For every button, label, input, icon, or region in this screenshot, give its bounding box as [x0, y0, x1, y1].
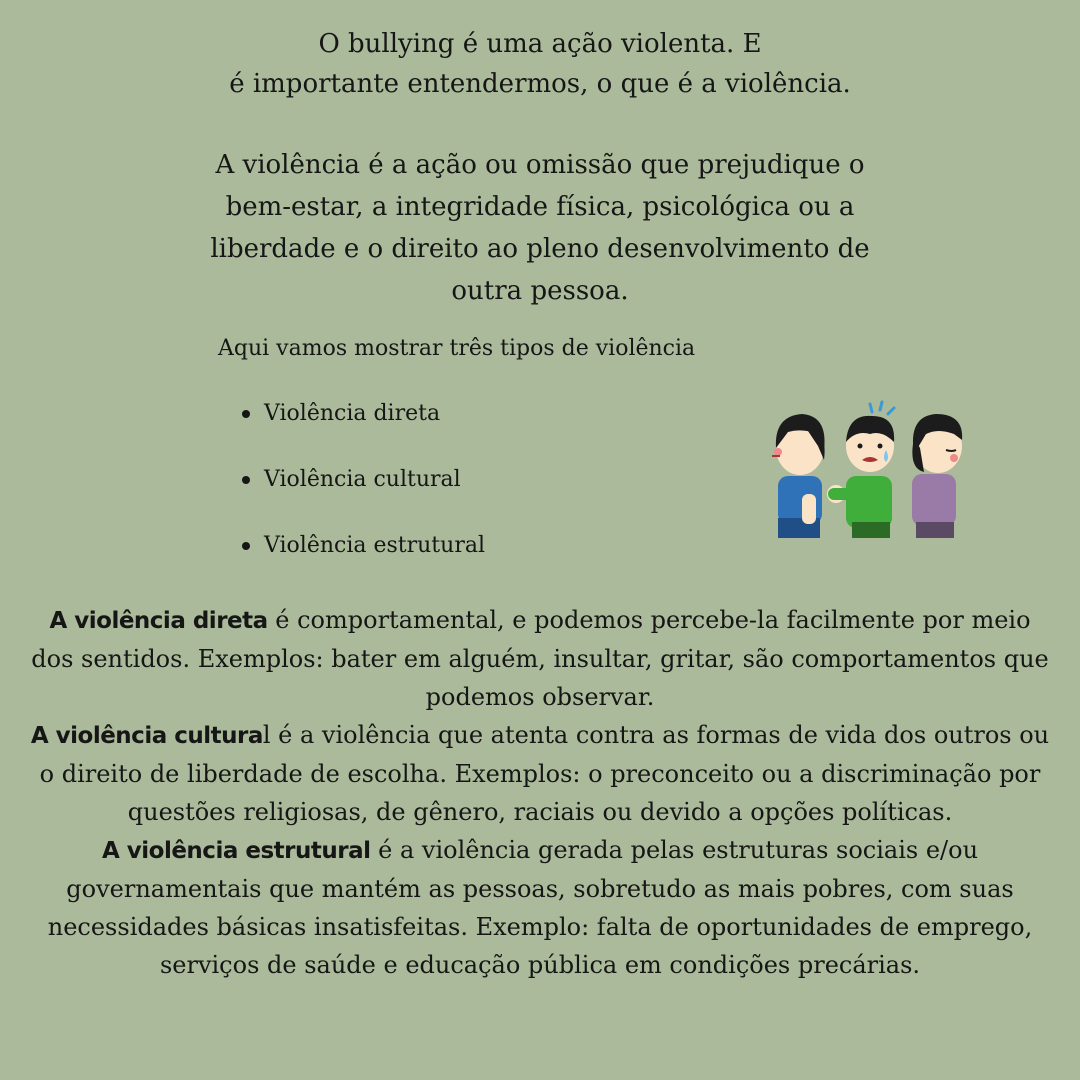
list-item-structural: Violência estrutural — [240, 529, 485, 595]
cultural-violence-paragraph — [30, 716, 1050, 831]
intro — [0, 24, 1080, 104]
cultural-violence-text: l é a violência que atenta contra as formas de vida dos outros ou o direito de liberdade de escolha. Exemplos: o preconceito ou a discriminação por questões religiosas, de gênero, raciais ou devido a opções políticas. — [39, 721, 1050, 826]
cultural-violence-title: A violência cultura — [30, 723, 263, 749]
list-item-direct: Violência direta — [240, 397, 485, 463]
direct-violence-text: é comportamental, e podemos percebe-la facilmente por meio dos sentidos. Exemplos: bater em alguém, insultar, gritar, são comportamentos que podemos observar. — [31, 606, 1049, 711]
boy-purple-icon — [912, 414, 962, 538]
list-item-cultural: Violência cultural — [240, 463, 485, 529]
violence-definition: A violência é a ação ou omissão que prejudique o bem-estar, a integridade física, psicológica ou a liberdade e o direito ao pleno desenvolvimento de outra pessoa. — [210, 150, 870, 306]
direct-violence-title: A violência direta — [49, 608, 268, 634]
direct-violence-paragraph — [30, 601, 1050, 716]
types-list — [240, 397, 485, 595]
violence-details — [30, 601, 1050, 984]
intro-line-1: O bullying é uma ação violenta. E — [318, 29, 762, 59]
structural-violence-text: é a violência gerada pelas estruturas sociais e/ou governamentais que mantém as pessoas, sobretudo as mais pobres, com suas necessidades básicas insatisfeitas. Exemplo: falta de oportunidades de emprego, serviços de saúde e educação pública em condições precárias. — [47, 836, 1033, 979]
bullying-illustration-icon — [758, 398, 978, 543]
types-intro: Aqui vamos mostrar três tipos de violência — [218, 336, 696, 361]
structural-violence-paragraph — [30, 831, 1050, 984]
boy-green-icon — [827, 402, 894, 538]
structural-violence-title: A violência estrutural — [101, 838, 371, 864]
intro-line-2: é importante entendermos, o que é a violência. — [229, 69, 851, 99]
boy-blue-icon — [772, 414, 825, 538]
